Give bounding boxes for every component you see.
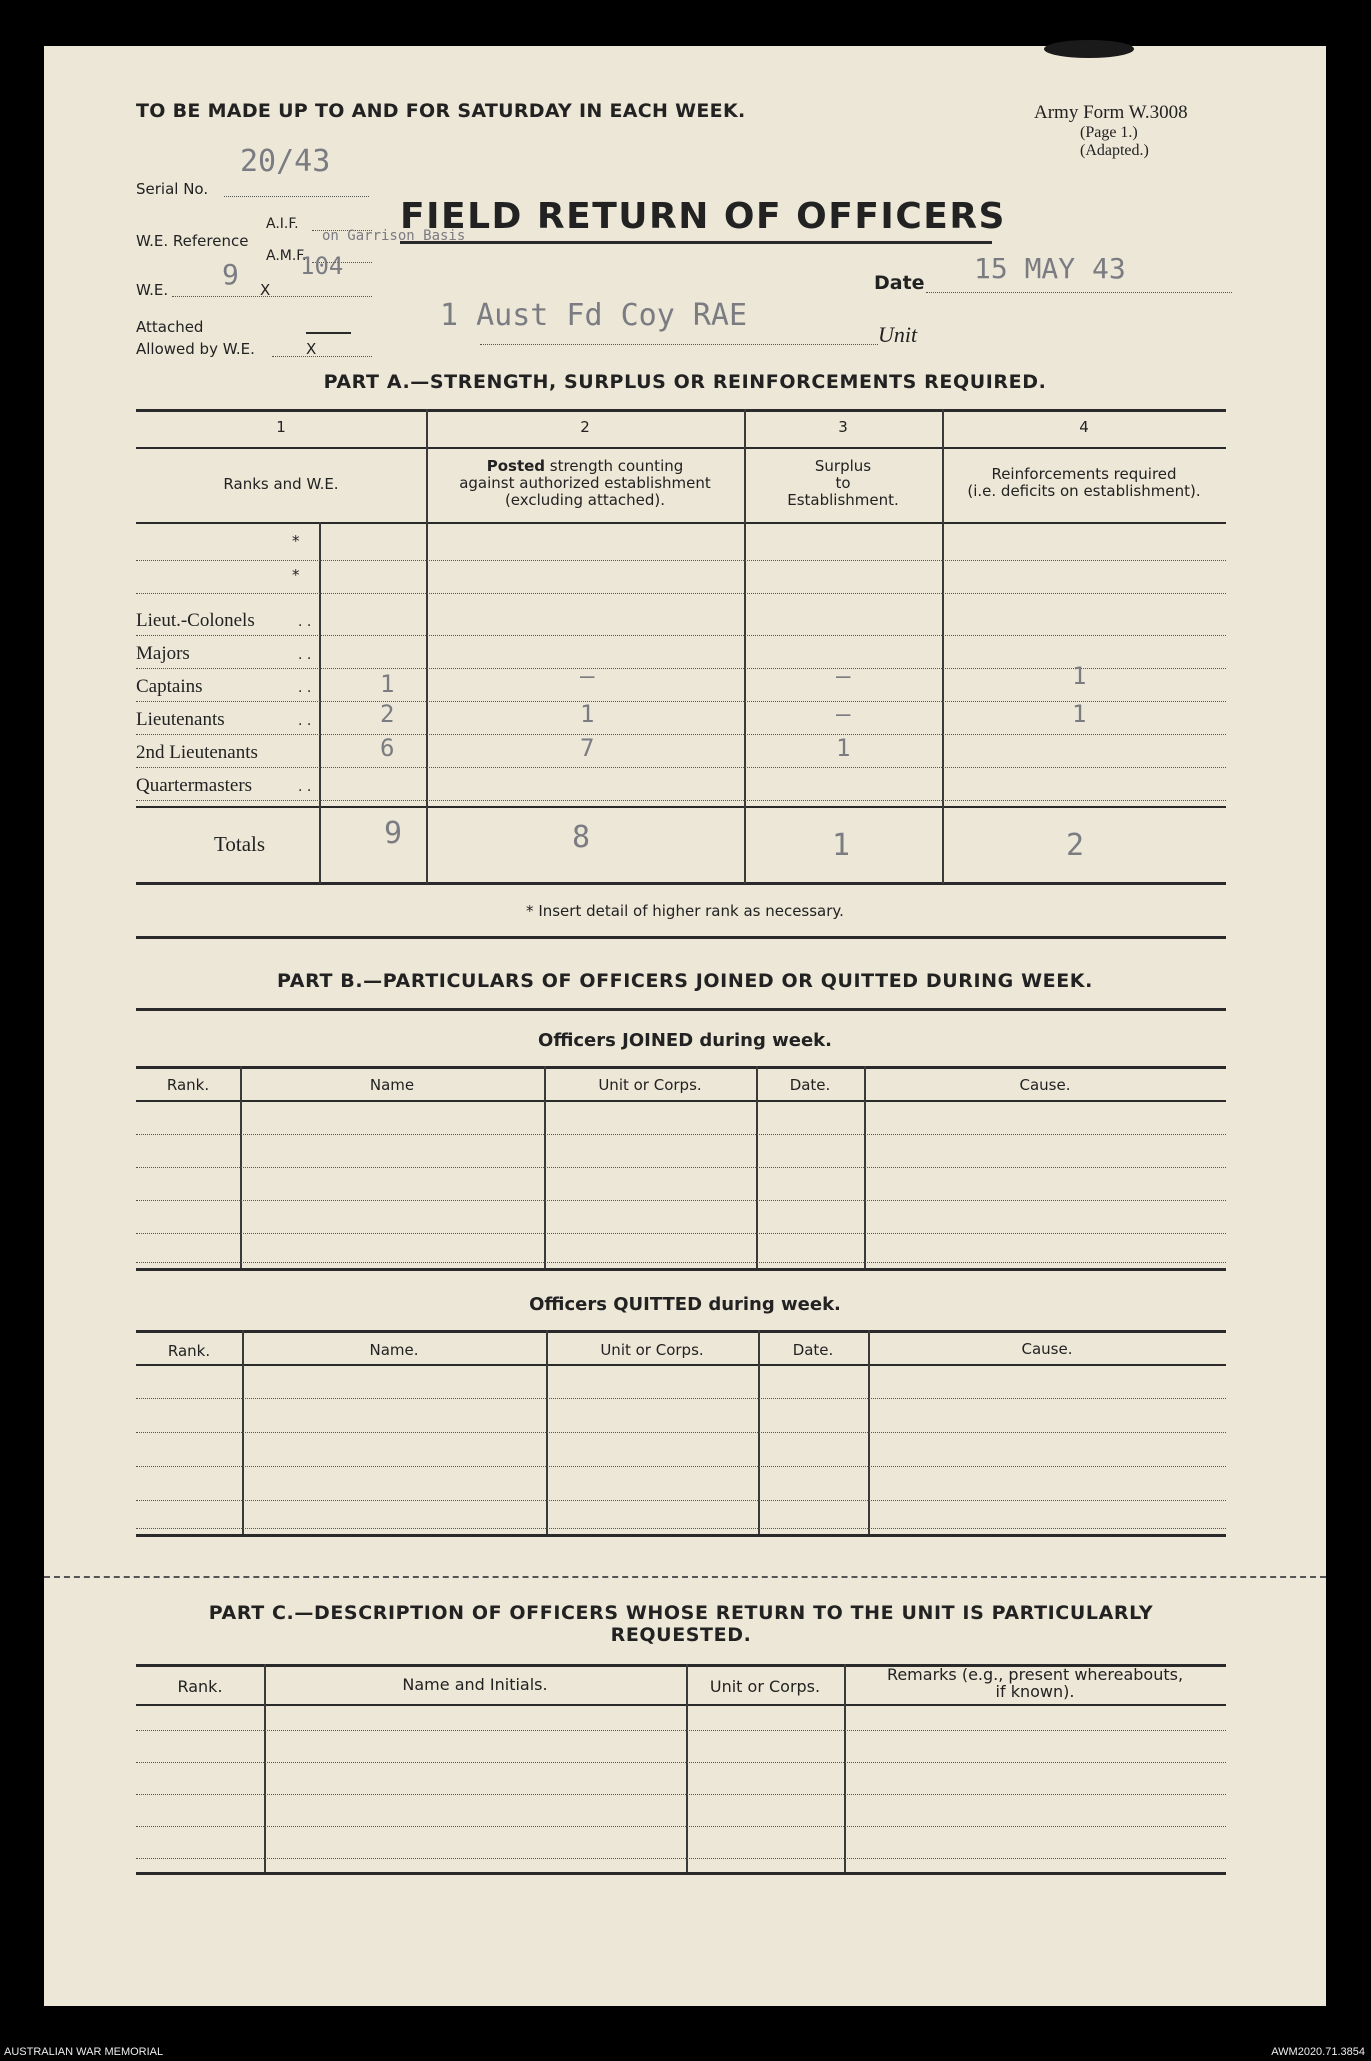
part-b-rule	[136, 1008, 1226, 1011]
surplus-captains: —	[836, 700, 851, 728]
col3-header	[744, 458, 942, 509]
surplus-lieut-colonels: —	[836, 662, 851, 690]
serial-value: 20/43	[240, 144, 331, 179]
footnote: * Insert detail of higher rank as necessary.	[526, 902, 844, 920]
col2-header-line2: against authorized establishment	[459, 474, 711, 492]
quitted-col-cause: Cause.	[1021, 1340, 1073, 1358]
row-line	[136, 767, 1226, 768]
col4-header-line2: (i.e. deficits on establishment).	[967, 482, 1201, 500]
rank-row-label-captains: Captains	[136, 676, 203, 697]
asterisk-row-2: *	[292, 566, 300, 584]
col2-header-line3: (excluding attached).	[504, 491, 666, 509]
joined-col-rank: Rank.	[166, 1076, 210, 1094]
form-id: Army Form W.3008	[1034, 102, 1188, 123]
date-dots	[926, 292, 1232, 293]
col2-header	[426, 458, 744, 509]
we-x-label: X	[260, 281, 271, 299]
col4-header	[942, 466, 1226, 500]
col-number-4: 4	[1079, 418, 1089, 436]
part-a-numrow-rule	[136, 447, 1226, 449]
surplus-lieutenants: 1	[836, 734, 851, 762]
quitted-col-rank: Rank.	[167, 1342, 211, 1360]
totals-we: 9	[384, 816, 403, 851]
we-dots	[172, 296, 372, 297]
row-line	[136, 560, 1226, 561]
unit-label: Unit	[878, 322, 918, 347]
we-label: W.E.	[136, 281, 169, 299]
instruction-line: TO BE MADE UP TO AND FOR SATURDAY IN EACH WEEK.	[136, 100, 746, 122]
row-line	[136, 800, 1226, 801]
totals-posted: 8	[572, 820, 591, 855]
part-a-footnote-rule	[136, 936, 1226, 939]
totals-surplus: 1	[832, 828, 851, 863]
attached-label: Attached	[136, 318, 204, 336]
we-lieutenants: 6	[380, 734, 395, 762]
joined-top-rule	[136, 1066, 1226, 1069]
part-c-heading-line1: PART C.—DESCRIPTION OF OFFICERS WHOSE RETURN TO THE UNIT IS PARTICULARLY	[208, 1602, 1154, 1624]
quitted-post: during week.	[702, 1294, 841, 1315]
part-a-header-rule	[136, 522, 1226, 524]
title-underline	[400, 241, 992, 244]
joined-bottom-rule	[136, 1268, 1226, 1271]
asterisk-row-1: *	[292, 532, 300, 550]
archive-id: AWM2020.71.3854	[1271, 2046, 1365, 2058]
joined-row-line	[136, 1134, 1226, 1135]
totals-label: Totals	[214, 832, 266, 856]
part-c-heading	[136, 1602, 1226, 1646]
we-value: 9	[222, 258, 239, 291]
rank-row-label-2nd-lieutenants: 2nd Lieutenants	[136, 742, 258, 763]
reinf-lieut-colonels: 1	[1072, 662, 1087, 690]
row-line	[136, 701, 1226, 702]
amf-label: A.M.F.	[266, 248, 307, 264]
quitted-bottom-rule	[136, 1534, 1226, 1537]
perforation-line	[44, 1576, 1326, 1578]
part-c-header-rule	[136, 1704, 1226, 1706]
part-a-totals-rule	[136, 806, 1226, 808]
col3-header-line2: to	[835, 474, 851, 492]
quitted-heading	[44, 1294, 1326, 1315]
unit-value: 1 Aust Fd Coy RAE	[440, 298, 748, 333]
col-number-2: 2	[580, 418, 590, 436]
paper-blemish	[1044, 40, 1134, 58]
quitted-header-rule	[136, 1364, 1226, 1366]
joined-col-unit: Unit or Corps.	[598, 1076, 702, 1094]
part-c-vline	[264, 1664, 266, 1872]
posted-captains: 1	[580, 700, 595, 728]
serial-label: Serial No.	[136, 180, 209, 198]
part-a-vline-we	[319, 522, 321, 884]
joined-header-rule	[136, 1100, 1226, 1102]
part-c-col-name: Name and Initials.	[402, 1675, 548, 1694]
we-reference-value: on Garrison Basis	[322, 228, 466, 244]
col-number-1: 1	[276, 418, 286, 436]
serial-dots	[224, 196, 369, 197]
part-c-col-unit: Unit or Corps.	[709, 1677, 821, 1696]
quitted-row-line	[136, 1528, 1226, 1529]
reinf-captains: 1	[1072, 700, 1087, 728]
joined-pre: Officers	[538, 1030, 623, 1051]
part-c-col-rank: Rank.	[177, 1677, 223, 1696]
rank-row-label-majors: Majors	[136, 643, 190, 664]
date-label: Date	[874, 272, 925, 294]
part-a-heading: PART A.—STRENGTH, SURPLUS OR REINFORCEMENTS REQUIRED.	[323, 371, 1047, 393]
part-c-remarks-line1: Remarks (e.g., present whereabouts,	[886, 1665, 1184, 1684]
part-c-col-remarks	[844, 1666, 1226, 1700]
row-line	[136, 635, 1226, 636]
totals-reinf: 2	[1066, 828, 1085, 863]
quitted-row-line	[136, 1466, 1226, 1467]
part-c-row-line	[136, 1858, 1226, 1859]
leader-dots: . .	[298, 779, 312, 795]
joined-col-name: Name	[369, 1076, 415, 1094]
col-number-3: 3	[838, 418, 848, 436]
form-note: (Adapted.)	[1080, 142, 1149, 159]
we-x-value: 104	[300, 252, 344, 280]
part-c-remarks-line2: if known).	[995, 1682, 1075, 1701]
quitted-pre: Officers	[529, 1294, 614, 1315]
quitted-col-unit: Unit or Corps.	[600, 1341, 704, 1359]
joined-row-line	[136, 1262, 1226, 1263]
allowed-label: Allowed by W.E.	[136, 340, 255, 358]
joined-col-cause: Cause.	[1019, 1076, 1071, 1094]
allowed-dots	[272, 356, 372, 357]
part-a-top-rule	[136, 409, 1226, 412]
leader-dots: . .	[298, 713, 312, 729]
quitted-word: QUITTED	[613, 1294, 703, 1315]
col2-header-bold: Posted	[486, 457, 546, 475]
posted-lieutenants: 7	[580, 734, 595, 762]
unit-dots	[480, 344, 878, 345]
part-c-bottom-rule	[136, 1872, 1226, 1875]
part-c-row-line	[136, 1730, 1226, 1731]
row-line	[136, 734, 1226, 735]
attached-dash	[306, 332, 351, 334]
joined-heading	[44, 1030, 1326, 1051]
quitted-col-date: Date.	[792, 1341, 834, 1359]
leader-dots: . .	[298, 680, 312, 696]
part-c-row-line	[136, 1826, 1226, 1827]
page-title: FIELD RETURN OF OFFICERS	[400, 196, 1006, 237]
joined-row-line	[136, 1167, 1226, 1168]
we-captains: 2	[380, 700, 395, 728]
rank-row-label-quartermasters: Quartermasters	[136, 775, 253, 796]
part-c-vline	[686, 1664, 688, 1872]
col3-header-line3: Establishment.	[787, 491, 899, 509]
part-c-heading-line2: REQUESTED.	[610, 1624, 752, 1646]
joined-row-line	[136, 1200, 1226, 1201]
part-c-row-line	[136, 1762, 1226, 1763]
we-lieut-colonels: 1	[380, 670, 395, 698]
aif-label: A.I.F.	[266, 216, 299, 232]
quitted-row-line	[136, 1398, 1226, 1399]
joined-word: JOINED	[622, 1030, 694, 1051]
archive-caption: AUSTRALIAN WAR MEMORIAL	[4, 2046, 164, 2058]
joined-post: during week.	[693, 1030, 832, 1051]
date-value: 15 MAY 43	[974, 252, 1126, 285]
col2-header-rest: strength counting	[545, 457, 684, 475]
posted-lieut-colonels: —	[580, 662, 595, 690]
col3-header-line1: Surplus	[814, 457, 872, 475]
joined-row-line	[136, 1233, 1226, 1234]
form-page: (Page 1.)	[1080, 124, 1138, 141]
leader-dots: . .	[298, 614, 312, 630]
part-c-row-line	[136, 1794, 1226, 1795]
row-line	[136, 668, 1226, 669]
rank-row-label-lieut-colonels: Lieut.-Colonels	[136, 610, 255, 631]
col1-header: Ranks and W.E.	[223, 475, 339, 493]
joined-col-date: Date.	[789, 1076, 831, 1094]
part-a-bottom-rule	[136, 882, 1226, 885]
quitted-row-line	[136, 1432, 1226, 1433]
leader-dots: . .	[298, 647, 312, 663]
part-b-heading: PART B.—PARTICULARS OF OFFICERS JOINED OR QUITTED DURING WEEK.	[277, 970, 1093, 992]
quitted-col-name: Name.	[369, 1341, 419, 1359]
we-reference-label: W.E. Reference	[136, 232, 249, 250]
rank-row-label-lieutenants: Lieutenants	[136, 709, 225, 730]
allowed-x-label: X	[306, 340, 317, 358]
form-paper	[44, 46, 1326, 2006]
row-line	[136, 593, 1226, 594]
quitted-top-rule	[136, 1330, 1226, 1333]
quitted-row-line	[136, 1500, 1226, 1501]
col4-header-line1: Reinforcements required	[991, 465, 1177, 483]
